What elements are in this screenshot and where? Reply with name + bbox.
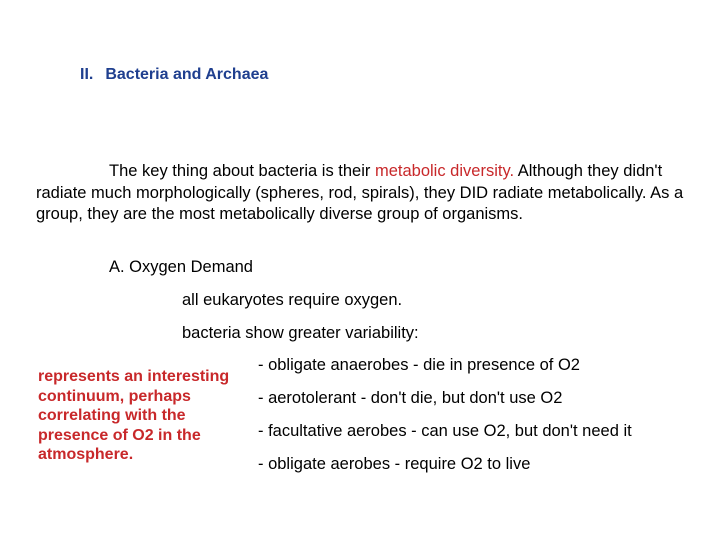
section-number: II.: [80, 66, 94, 83]
oxygen-type-item: - aerotolerant - don't die, but don't use O2: [258, 389, 563, 407]
eukaryote-statement: all eukaryotes require oxygen.: [182, 291, 403, 309]
side-note: [38, 367, 253, 465]
side-note-line: continuum, perhaps: [38, 387, 191, 405]
subsection-title: A. Oxygen Demand: [109, 258, 253, 276]
highlight-term: metabolic diversity.: [374, 162, 515, 180]
side-note-line: atmosphere.: [38, 446, 134, 463]
section-title: Bacteria and Archaea: [105, 66, 269, 83]
intro-paragraph: [36, 161, 686, 226]
oxygen-type-item: - obligate aerobes - require O2 to live: [258, 455, 531, 473]
oxygen-type-item: - facultative aerobes - can use O2, but don't need it: [258, 422, 632, 440]
oxygen-type-item: - obligate anaerobes - die in presence of O2: [258, 356, 580, 374]
section-heading: [80, 66, 268, 84]
side-note-line: presence of O2 in the: [38, 426, 201, 444]
bacteria-statement: bacteria show greater variability:: [182, 324, 419, 342]
side-note-line: correlating with the: [38, 407, 186, 424]
paragraph-text-start: The key thing about bacteria is their: [109, 162, 375, 180]
side-note-line: represents an interesting: [38, 368, 230, 385]
paragraph-text-end: Although they didn't radiate much morphologically (spheres, rod, spirals), they DID radiate metabolically. As a group, they are the most metabolically diverse group of organisms.: [36, 162, 684, 223]
